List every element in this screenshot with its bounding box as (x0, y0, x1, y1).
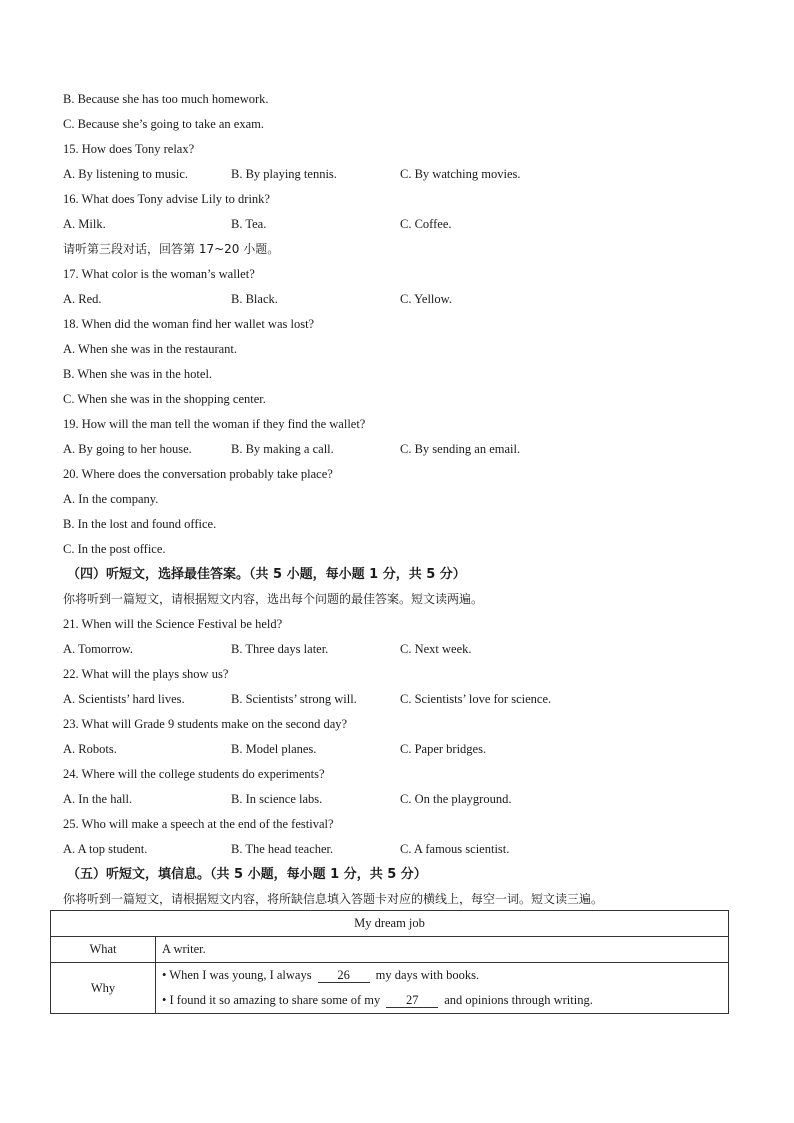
option-c: C. On the playground. (400, 792, 512, 806)
bullet-26 (162, 963, 722, 988)
option-b: B. By making a call. (231, 442, 334, 456)
text-line: 19. How will the man tell the woman if they find the wallet? (63, 417, 366, 431)
option-b: B. By playing tennis. (231, 167, 337, 181)
text-line: 24. Where will the college students do experiments? (63, 767, 325, 781)
section-heading: （四）听短文，选择最佳答案。（共 5 小题，每小题 1 分，共 5 分） (67, 567, 466, 582)
text-line: C. When she was in the shopping center. (63, 392, 266, 406)
text-line: 17. What color is the woman’s wallet? (63, 267, 255, 281)
text-line: 16. What does Tony advise Lily to drink? (63, 192, 270, 206)
what-value: A writer. (156, 937, 729, 963)
option-c: C. A famous scientist. (400, 842, 510, 856)
bullet-27-pre: • I found it so amazing to share some of my (162, 993, 381, 1007)
table-title: My dream job (51, 911, 729, 937)
option-c: C. Yellow. (400, 292, 452, 306)
bullet-26-pre: • When I was young, I always (162, 968, 312, 982)
text-line: B. When she was in the hotel. (63, 367, 213, 381)
text-line: A. When she was in the restaurant. (63, 342, 238, 356)
option-c: C. Paper bridges. (400, 742, 487, 756)
blank-27[interactable]: 27 (386, 993, 438, 1008)
text-line: 20. Where does the conversation probably take place? (63, 467, 333, 481)
option-a: A. Robots. (63, 742, 117, 756)
option-b: B. Tea. (231, 217, 267, 231)
option-c: C. Next week. (400, 642, 472, 656)
option-c: C. Scientists’ love for science. (400, 692, 552, 706)
text-line: C. Because she’s going to take an exam. (63, 117, 264, 131)
options-row (63, 637, 743, 662)
option-a: A. Scientists’ hard lives. (63, 692, 185, 706)
bullet-26-post: my days with books. (375, 968, 480, 982)
options-row (63, 437, 743, 462)
option-a: A. In the hall. (63, 792, 133, 806)
option-a: A. By listening to music. (63, 167, 188, 181)
options-row (63, 212, 743, 237)
instruction-line: 你将听到一篇短文，请根据短文内容，将所缺信息填入答题卡对应的横线上，每空一词。短文读三遍。 (63, 892, 604, 906)
text-line: C. In the post office. (63, 542, 166, 556)
option-b: B. The head teacher. (231, 842, 334, 856)
text-line: 23. What will Grade 9 students make on the second day? (63, 717, 348, 731)
option-b: B. Three days later. (231, 642, 329, 656)
blank-26[interactable]: 26 (318, 968, 370, 983)
option-b: B. Black. (231, 292, 278, 306)
instruction-line: 请听第三段对话，回答第 17~20 小题。 (63, 242, 280, 256)
option-a: A. By going to her house. (63, 442, 192, 456)
option-b: B. Model planes. (231, 742, 317, 756)
instruction-line: 你将听到一篇短文，请根据短文内容，选出每个问题的最佳答案。短文读两遍。 (63, 592, 484, 606)
options-row (63, 687, 743, 712)
text-line: 22. What will the plays show us? (63, 667, 229, 681)
option-a: A. Tomorrow. (63, 642, 133, 656)
option-c: C. By sending an email. (400, 442, 521, 456)
text-line: 25. Who will make a speech at the end of the festival? (63, 817, 334, 831)
what-label: What (51, 937, 156, 963)
options-row (63, 162, 743, 187)
option-a: A. Milk. (63, 217, 106, 231)
text-line: 15. How does Tony relax? (63, 142, 195, 156)
dream-job-table (50, 910, 729, 1014)
why-value (156, 963, 729, 1014)
text-line: 18. When did the woman find her wallet was lost? (63, 317, 315, 331)
option-b: B. In science labs. (231, 792, 323, 806)
options-row (63, 837, 743, 862)
options-row (63, 787, 743, 812)
option-c: C. Coffee. (400, 217, 452, 231)
text-line: A. In the company. (63, 492, 159, 506)
option-c: C. By watching movies. (400, 167, 521, 181)
text-line: 21. When will the Science Festival be held? (63, 617, 283, 631)
option-a: A. Red. (63, 292, 102, 306)
bullet-27 (162, 988, 722, 1013)
section-heading: （五）听短文，填信息。（共 5 小题，每小题 1 分，共 5 分） (67, 867, 427, 882)
bullet-27-post: and opinions through writing. (444, 993, 593, 1007)
options-row (63, 287, 743, 312)
text-line: B. Because she has too much homework. (63, 92, 269, 106)
why-label: Why (51, 963, 156, 1014)
page-content (63, 87, 743, 912)
option-a: A. A top student. (63, 842, 148, 856)
text-line: B. In the lost and found office. (63, 517, 217, 531)
option-b: B. Scientists’ strong will. (231, 692, 357, 706)
options-row (63, 737, 743, 762)
